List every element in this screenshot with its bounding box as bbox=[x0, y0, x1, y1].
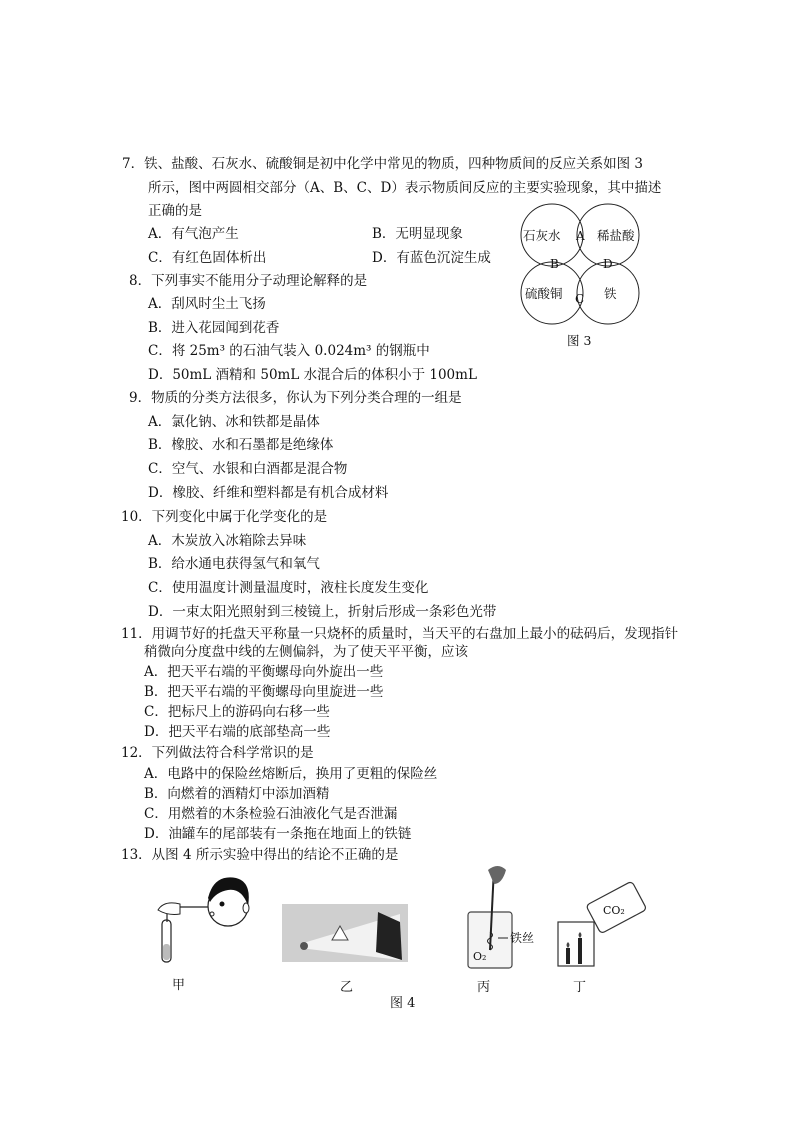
flame-tall bbox=[579, 932, 582, 938]
intersection-label-a: A bbox=[576, 229, 585, 243]
figure-4-ding-drawing bbox=[558, 881, 647, 966]
q8-option-b: B．进入花园闻到花香 bbox=[148, 320, 280, 336]
q8-stem: 8．下列事实不能用分子动理论解释的是 bbox=[129, 273, 368, 289]
q12-option-d: D．油罐车的尾部装有一条拖在地面上的铁链 bbox=[144, 826, 412, 842]
candle-tall bbox=[578, 938, 582, 964]
tube-liquid bbox=[163, 944, 170, 960]
q8-option-a: A．刮风时尘土飞扬 bbox=[148, 296, 266, 312]
figure-4-tie-si-label: 铁丝 bbox=[510, 931, 535, 945]
candle-short bbox=[566, 948, 570, 964]
figure-4-co2-label: CO₂ bbox=[603, 904, 625, 917]
q11-option-c: C．把标尺上的游码向右移一些 bbox=[144, 704, 330, 720]
q12-option-b: B．向燃着的酒精灯中添加酒精 bbox=[144, 786, 330, 802]
matchstick-top bbox=[488, 866, 506, 884]
q10-stem: 10．下列变化中属于化学变化的是 bbox=[121, 509, 328, 525]
figure-4-o2-label: O₂ bbox=[473, 950, 487, 963]
intersection-label-b: B bbox=[550, 257, 559, 271]
figure-4-caption: 图 4 bbox=[390, 996, 416, 1011]
q12-option-a: A．电路中的保险丝熔断后，换用了更粗的保险丝 bbox=[144, 766, 438, 782]
q8-option-d: D．50mL 酒精和 50mL 水混合后的体积小于 100mL bbox=[148, 367, 477, 383]
q10-option-d: D．一束太阳光照射到三棱镜上，折射后形成一条彩色光带 bbox=[148, 604, 497, 620]
q7-stem-line-3: 正确的是 bbox=[148, 203, 202, 219]
beaker bbox=[558, 922, 594, 966]
q9-option-b: B．橡胶、水和石墨都是绝缘体 bbox=[148, 437, 334, 453]
figure-4-label-yi: 乙 bbox=[340, 980, 354, 995]
q9-option-a: A．氯化钠、冰和铁都是晶体 bbox=[148, 414, 320, 430]
q10-option-c: C．使用温度计测量温度时，液柱长度发生变化 bbox=[148, 580, 429, 596]
flame-short bbox=[567, 942, 570, 948]
q9-option-c: C．空气、水银和白酒都是混合物 bbox=[148, 461, 348, 477]
figure-3-venn bbox=[515, 195, 650, 355]
q11-option-b: B．把天平右端的平衡螺母向里旋进一些 bbox=[144, 684, 384, 700]
q13-stem: 13．从图 4 所示实验中得出的结论不正确的是 bbox=[121, 847, 399, 863]
q7-option-d: D．有蓝色沉淀生成 bbox=[372, 250, 491, 266]
circle-label-iron: 铁 bbox=[604, 286, 617, 301]
intersection-label-c: C bbox=[575, 292, 585, 306]
intersection-label-d: D bbox=[603, 257, 613, 271]
hand bbox=[158, 903, 180, 915]
q12-option-c: C．用燃着的木条检验石油液化气是否泄漏 bbox=[144, 806, 398, 822]
q11-stem-line-2: 稍微向分度盘中线的左侧偏斜，为了使天平平衡，应该 bbox=[144, 644, 468, 660]
q8-option-c: C．将 25m³ 的石油气装入 0.024m³ 的钢瓶中 bbox=[148, 343, 430, 359]
q7-option-c: C．有红色固体析出 bbox=[148, 250, 267, 266]
figure-4-label-jia: 甲 bbox=[172, 978, 186, 993]
q10-option-b: B．给水通电获得氢气和氧气 bbox=[148, 556, 320, 572]
figure-4-jia-drawing bbox=[158, 877, 249, 962]
q11-option-a: A．把天平右端的平衡螺母向外旋出一些 bbox=[144, 664, 384, 680]
circle-label-copper-sulfate: 硫酸铜 bbox=[525, 286, 563, 301]
q11-option-d: D．把天平右端的底部垫高一些 bbox=[144, 724, 331, 740]
eye bbox=[220, 902, 225, 907]
q7-stem-line-1: 7．铁、盐酸、石灰水、硫酸铜是初中化学中常见的物质，四种物质间的反应关系如图 3 bbox=[122, 156, 643, 172]
lamp bbox=[300, 942, 308, 950]
q12-stem: 12．下列做法符合科学常识的是 bbox=[121, 745, 314, 761]
q7-option-b: B．无明显现象 bbox=[372, 226, 463, 242]
figure-3-caption: 图 3 bbox=[567, 333, 592, 348]
ear bbox=[243, 903, 249, 913]
circle-label-hydrochloric-acid: 稀盐酸 bbox=[597, 228, 635, 243]
q9-stem: 9．物质的分类方法很多，你认为下列分类合理的一组是 bbox=[129, 390, 462, 406]
figure-4-label-bing: 丙 bbox=[477, 980, 491, 995]
figure-4-yi-drawing bbox=[282, 904, 408, 962]
q7-option-a: A．有气泡产生 bbox=[148, 226, 239, 242]
circle-label-limewater: 石灰水 bbox=[523, 228, 561, 243]
q10-option-a: A．木炭放入冰箱除去异味 bbox=[148, 533, 307, 549]
q9-option-d: D．橡胶、纤维和塑料都是有机合成材料 bbox=[148, 485, 389, 501]
q7-stem-line-2: 所示，图中两圆相交部分（A、B、C、D）表示物质间反应的主要实验现象，其中描述 bbox=[148, 180, 662, 196]
q11-stem-line-1: 11．用调节好的托盘天平称量一只烧杯的质量时，当天平的右盘加上最小的砝码后，发现指针 bbox=[121, 626, 679, 642]
figure-4-label-ding: 丁 bbox=[573, 980, 587, 995]
figure-4 bbox=[150, 862, 670, 1012]
